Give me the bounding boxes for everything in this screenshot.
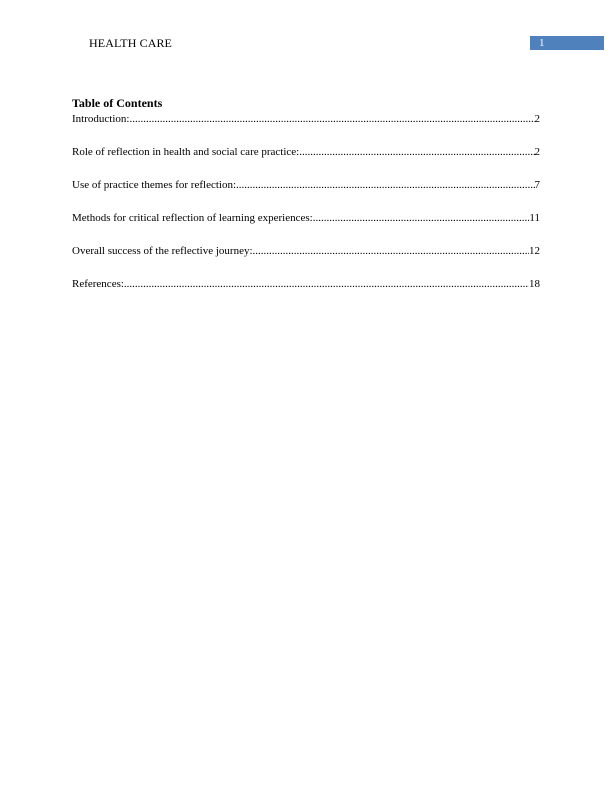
- toc-dot-leader: [124, 278, 529, 291]
- toc-title: Table of Contents: [72, 96, 163, 110]
- toc-entry-overall-success[interactable]: [72, 245, 540, 258]
- running-head: HEALTH CARE: [89, 36, 172, 50]
- toc-entry-label: Overall success of the reflective journey:: [72, 245, 253, 257]
- toc-entry-page: 2: [534, 113, 540, 125]
- toc-entry-role-of-reflection[interactable]: [72, 146, 540, 159]
- toc-entry-label: Methods for critical reflection of learning experiences:: [72, 212, 313, 224]
- toc-entry-page: 11: [529, 212, 540, 224]
- toc-entry-practice-themes[interactable]: [72, 179, 540, 192]
- toc-list: [72, 113, 540, 291]
- table-of-contents: [72, 96, 540, 311]
- toc-entry-page: 7: [534, 179, 540, 191]
- toc-dot-leader: [299, 146, 534, 159]
- toc-entry-introduction[interactable]: [72, 113, 540, 126]
- toc-entry-label: Use of practice themes for reflection:: [72, 179, 237, 191]
- toc-dot-leader: [129, 113, 534, 126]
- page-number-badge: [530, 36, 604, 50]
- toc-entry-references[interactable]: [72, 278, 540, 291]
- toc-entry-page: 2: [534, 146, 540, 158]
- toc-entry-critical-reflection-methods[interactable]: [72, 212, 540, 225]
- toc-entry-label: Introduction:: [72, 113, 130, 125]
- toc-dot-leader: [253, 245, 529, 258]
- toc-entry-page: 18: [529, 278, 540, 290]
- toc-entry-page: 12: [529, 245, 540, 257]
- toc-entry-label: References:: [72, 278, 124, 290]
- page-number: 1: [539, 37, 545, 49]
- toc-entry-label: Role of reflection in health and social care practice:: [72, 146, 300, 158]
- toc-dot-leader: [236, 179, 534, 192]
- page-header: [0, 0, 612, 60]
- toc-dot-leader: [313, 212, 530, 225]
